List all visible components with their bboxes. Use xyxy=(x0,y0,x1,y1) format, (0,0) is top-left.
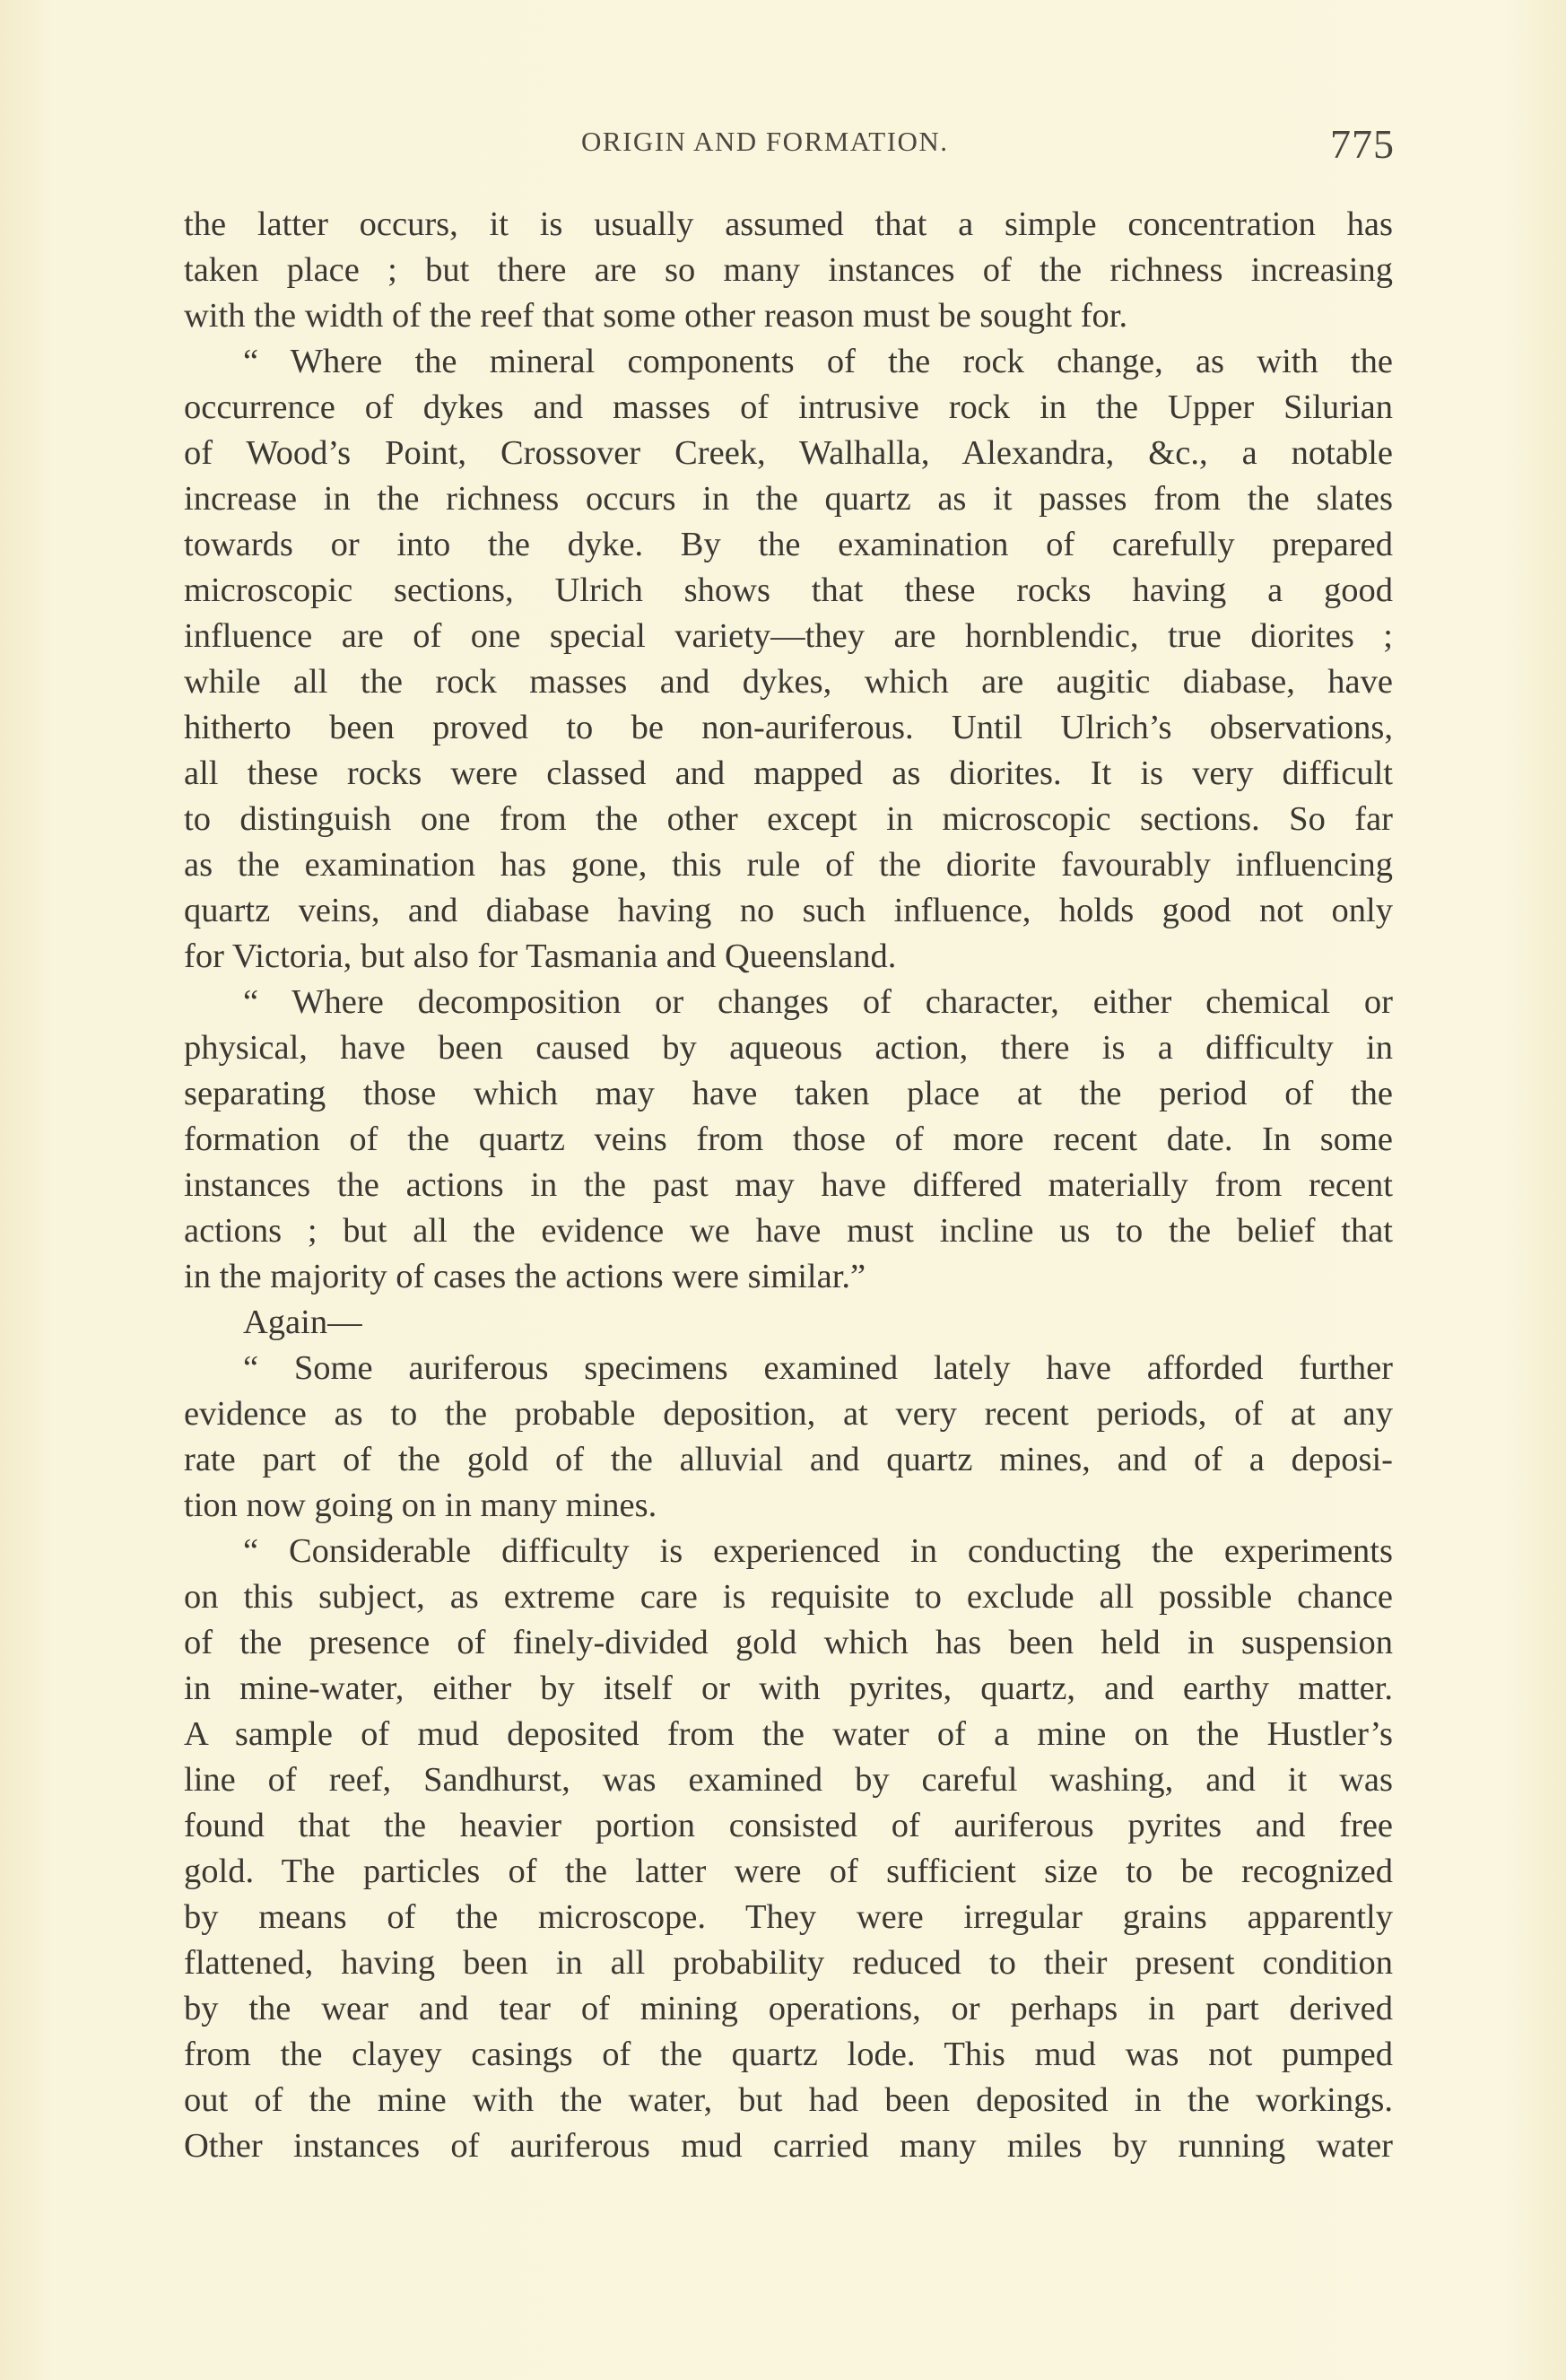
text-line: “ Where decomposition or changes of character, either chemical or xyxy=(243,983,1393,1021)
text-line: evidence as to the probable deposition, at very recent periods, of at any xyxy=(184,1395,1393,1433)
text-line: Other instances of auriferous mud carried many miles by running water xyxy=(184,2127,1393,2165)
running-head xyxy=(0,121,1566,170)
text-line: with the width of the reef that some other reason must be sought for. xyxy=(184,297,1128,335)
text-line: by the wear and tear of mining operations, or perhaps in part derived xyxy=(184,1990,1393,2027)
text-line: Again— xyxy=(243,1303,362,1341)
text-line: increase in the richness occurs in the quartz as it passes from the slates xyxy=(184,480,1393,518)
text-line: “ Where the mineral components of the rock change, as with the xyxy=(243,343,1393,380)
text-line: of Wood’s Point, Crossover Creek, Walhalla, Alexandra, &c., a notable xyxy=(184,434,1393,472)
text-line: separating those which may have taken place at the period of the xyxy=(184,1075,1393,1112)
text-line: rate part of the gold of the alluvial and quartz mines, and of a deposi- xyxy=(184,1441,1393,1478)
text-line: line of reef, Sandhurst, was examined by careful washing, and it was xyxy=(184,1761,1393,1799)
text-line: to distinguish one from the other except in microscopic sections. So far xyxy=(184,800,1393,838)
text-line: as the examination has gone, this rule of the diorite favourably influencing xyxy=(184,846,1393,884)
text-line: all these rocks were classed and mapped as diorites. It is very difficult xyxy=(184,754,1393,792)
text-line: “ Some auriferous specimens examined lately have afforded further xyxy=(243,1349,1393,1387)
running-title: ORIGIN AND FORMATION. xyxy=(581,126,949,157)
text-line: towards or into the dyke. By the examination of carefully prepared xyxy=(184,526,1393,563)
body-text xyxy=(184,202,1393,2169)
text-line: from the clayey casings of the quartz lode. This mud was not pumped xyxy=(184,2036,1393,2073)
text-line: gold. The particles of the latter were of sufficient size to be recognized xyxy=(184,1853,1393,1890)
text-line: occurrence of dykes and masses of intrusive rock in the Upper Silurian xyxy=(184,388,1393,426)
text-line: actions ; but all the evidence we have must incline us to the belief that xyxy=(184,1212,1393,1250)
text-line: out of the mine with the water, but had been deposited in the workings. xyxy=(184,2081,1393,2119)
text-line: flattened, having been in all probability reduced to their present condition xyxy=(184,1944,1393,1982)
page-number: 775 xyxy=(1330,121,1395,167)
text-line: “ Considerable difficulty is experienced in conducting the experiments xyxy=(243,1532,1393,1570)
text-line: the latter occurs, it is usually assumed that a simple concentration has xyxy=(184,205,1393,243)
text-line: on this subject, as extreme care is requisite to exclude all possible chance xyxy=(184,1578,1393,1616)
text-line: microscopic sections, Ulrich shows that these rocks having a good xyxy=(184,571,1393,609)
text-line: influence are of one special variety—they are hornblendic, true diorites ; xyxy=(184,617,1393,655)
text-line: in mine-water, either by itself or with pyrites, quartz, and earthy matter. xyxy=(184,1669,1393,1707)
text-line: found that the heavier portion consisted of auriferous pyrites and free xyxy=(184,1807,1393,1844)
text-line: physical, have been caused by aqueous action, there is a difficulty in xyxy=(184,1029,1393,1067)
text-line: quartz veins, and diabase having no such influence, holds good not only xyxy=(184,892,1393,929)
text-line: in the majority of cases the actions were similar.” xyxy=(184,1258,866,1295)
text-line: while all the rock masses and dykes, which are augitic diabase, have xyxy=(184,663,1393,701)
text-line: of the presence of finely-divided gold which has been held in suspension xyxy=(184,1624,1393,1661)
text-line: tion now going on in many mines. xyxy=(184,1486,657,1524)
text-line: instances the actions in the past may have differed materially from recent xyxy=(184,1166,1393,1204)
text-line: by means of the microscope. They were irregular grains apparently xyxy=(184,1898,1393,1936)
text-line: for Victoria, but also for Tasmania and Queensland. xyxy=(184,937,897,975)
text-line: A sample of mud deposited from the water of a mine on the Hustler’s xyxy=(184,1715,1393,1753)
text-line: taken place ; but there are so many instances of the richness increasing xyxy=(184,251,1393,289)
text-line: hitherto been proved to be non-auriferous. Until Ulrich’s observations, xyxy=(184,709,1393,746)
text-line: formation of the quartz veins from those of more recent date. In some xyxy=(184,1120,1393,1158)
